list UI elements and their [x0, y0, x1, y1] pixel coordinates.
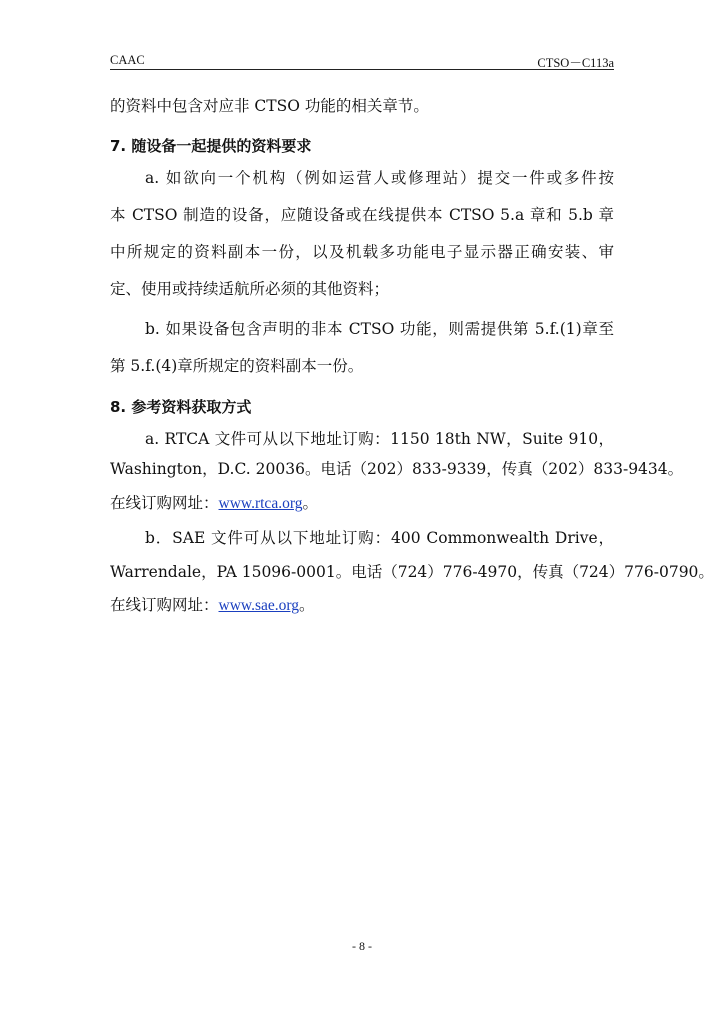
- page-header: [110, 53, 614, 69]
- section-heading-7: 7. 随设备一起提供的资料要求: [110, 137, 312, 155]
- section-heading-8: 8. 参考资料获取方式: [110, 398, 252, 416]
- rtca-link[interactable]: www.rtca.org: [218, 495, 303, 512]
- paragraph-line-continuation: 的资料中包含对应非 CTSO 功能的相关章节。: [110, 97, 429, 115]
- paragraph-line-url: [110, 594, 614, 616]
- paragraph-line: 第 5.f.(4)章所规定的资料副本一份。: [110, 357, 364, 375]
- header-right-text: CTSO－C113a: [537, 56, 614, 70]
- header-left-text: CAAC: [110, 53, 145, 67]
- url-label: 在线订购网址：: [110, 596, 219, 614]
- paragraph-line: b. 如果设备包含声明的非本 CTSO 功能，则需提供第 5.f.(1)章至: [145, 320, 614, 338]
- url-label: 在线订购网址：: [110, 494, 219, 512]
- paragraph-line: Warrendale，PA 15096-0001。电话（724）776-4970，传真（724）776-0790。: [110, 563, 714, 581]
- paragraph-line: a. RTCA 文件可从以下地址订购：1150 18th NW，Suite 910，: [145, 430, 614, 448]
- paragraph-line: 中所规定的资料副本一份，以及机载多功能电子显示器正确安装、审: [110, 243, 614, 261]
- paragraph-line: a. 如欲向一个机构（例如运营人或修理站）提交一件或多件按: [145, 169, 614, 187]
- paragraph-line: 本 CTSO 制造的设备，应随设备或在线提供本 CTSO 5.a 章和 5.b 章: [110, 206, 614, 224]
- url-suffix: 。: [299, 596, 315, 614]
- header-rule: [110, 69, 614, 70]
- paragraph-line: b．SAE 文件可从以下地址订购：400 Commonwealth Drive，: [145, 529, 614, 547]
- paragraph-line-url: [110, 492, 614, 514]
- paragraph-line: Washington，D.C. 20036。电话（202）833-9339，传真（202）833-9434。: [110, 460, 684, 478]
- page-number: - 8 -: [352, 939, 372, 953]
- sae-link[interactable]: www.sae.org: [218, 597, 300, 614]
- url-suffix: 。: [302, 494, 318, 512]
- paragraph-line: 定、使用或持续适航所必须的其他资料；: [110, 280, 390, 298]
